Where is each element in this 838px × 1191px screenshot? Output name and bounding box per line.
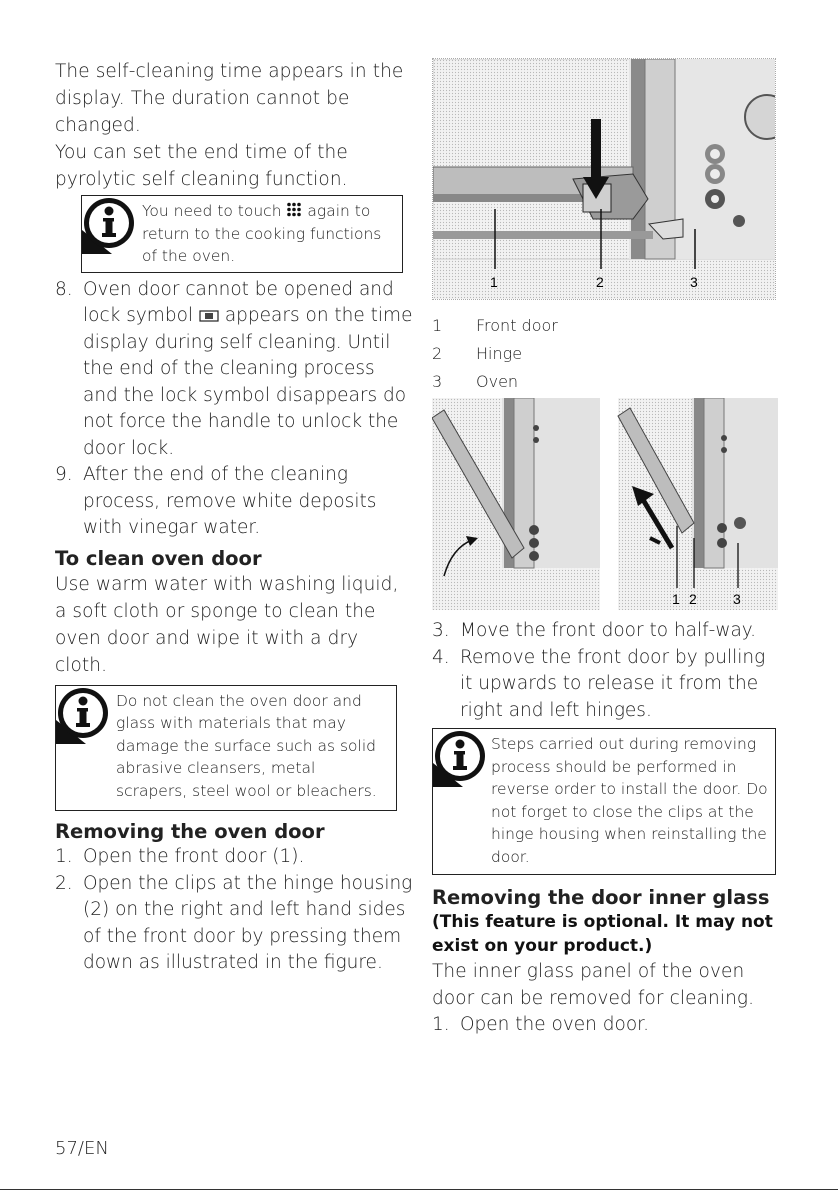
fig1-label-1: 1 [490, 274, 498, 290]
fig2-label-2: 2 [689, 591, 697, 607]
legend-text: Front door [476, 316, 558, 335]
step-number: 1. [55, 846, 73, 867]
legend-item [432, 312, 778, 340]
intro-paragraph-2: You can set the end time of the pyrolytic self cleaning function. [55, 142, 348, 190]
clean-door-paragraph: Use warm water with washing liquid, a soft cloth or sponge to clean the oven door and wipe it with a dry cloth. [55, 573, 399, 676]
fig2-label-3: 3 [733, 591, 741, 607]
inner-glass-subheading: (This feature is optional. It may not exist on your product.) [432, 912, 773, 956]
step-number: 9. [55, 464, 73, 485]
right-column [432, 58, 778, 1039]
step-text-b: appears on the time display during self cleaning. Until the end of the cleaning process and the lock symbol disappears do not force the handle to unlock the door lock. [83, 305, 413, 459]
fig1-label-2: 2 [596, 274, 604, 290]
remove-door-heading: Removing the oven door [55, 820, 325, 843]
note1-text-a: You need to touch [142, 202, 282, 220]
intro-paragraph-1: The self-cleaning time appears in the display. The duration cannot be changed. [55, 61, 404, 136]
step-text: Open the oven door. [460, 1014, 649, 1035]
step-number: 4. [432, 646, 450, 668]
info-icon [82, 196, 138, 254]
step-text: After the end of the cleaning process, remove white deposits with vinegar water. [83, 464, 377, 538]
clean-door-heading: To clean oven door [55, 546, 262, 570]
lock-icon [199, 304, 219, 317]
step-number: 2. [55, 872, 73, 894]
legend-number: 3 [432, 372, 443, 391]
remove-step-3 [432, 618, 778, 645]
legend-number: 2 [432, 344, 443, 363]
info-note-touch [81, 195, 403, 273]
step-text: Open the clips at the hinge housing (2) on the right and left hand sides of the front door by pressing them down as illustrated in the figure. [83, 872, 413, 973]
door-hinge-illustration [433, 59, 775, 299]
step-text: Remove the front door by pulling it upwards to release it from the right and left hinges. [460, 646, 766, 721]
figure-legend [432, 312, 778, 396]
inner-glass-paragraph: The inner glass panel of the oven door can be removed for cleaning. [432, 961, 755, 1009]
glass-step-1 [432, 1012, 778, 1039]
menu-dots-icon [286, 201, 302, 216]
step-9 [55, 462, 413, 542]
legend-text: Hinge [476, 344, 523, 363]
remove-step-1 [55, 844, 413, 871]
remove-step-4 [432, 645, 778, 725]
step-text: Open the front door (1). [83, 846, 305, 867]
info-icon [56, 686, 112, 744]
remove-step-2 [55, 871, 413, 977]
note3-text: Steps carried out during removing process should be performed in reverse order to install the door. Do not forget to close the clips at the hinge housing when reinstalling the door. [491, 735, 768, 866]
step-number: 3. [432, 620, 450, 641]
note1-text-b: again to return to the cooking functions of the oven. [142, 202, 382, 265]
figure-door-removal [432, 398, 778, 618]
inner-glass-heading: Removing the door inner glass [432, 886, 770, 909]
legend-text: Oven [476, 372, 519, 391]
fig1-label-3: 3 [690, 274, 698, 290]
fig2-label-1: 1 [672, 591, 680, 607]
step-text: Move the front door to half-way. [460, 620, 756, 641]
door-removal-illustration [432, 398, 778, 618]
footer-rule [0, 1189, 838, 1190]
left-column [55, 58, 413, 977]
figure-door-hinge [432, 58, 776, 300]
legend-item [432, 368, 778, 396]
step-text: Oven door cannot be opened and lock symbol [83, 278, 394, 326]
page-number: 57/EN [55, 1138, 109, 1159]
info-icon [433, 729, 489, 787]
note2-text: Do not clean the oven door and glass with materials that may damage the surface such as solid abrasive cleansers, metal scrapers, steel wool or bleachers. [116, 691, 377, 800]
legend-item [432, 340, 778, 368]
legend-number: 1 [432, 316, 443, 335]
info-note-cleaning [55, 685, 397, 812]
step-number: 1. [432, 1014, 450, 1035]
info-note-reinstall [432, 728, 776, 875]
step-8 [55, 277, 413, 463]
step-number: 8. [55, 278, 73, 300]
